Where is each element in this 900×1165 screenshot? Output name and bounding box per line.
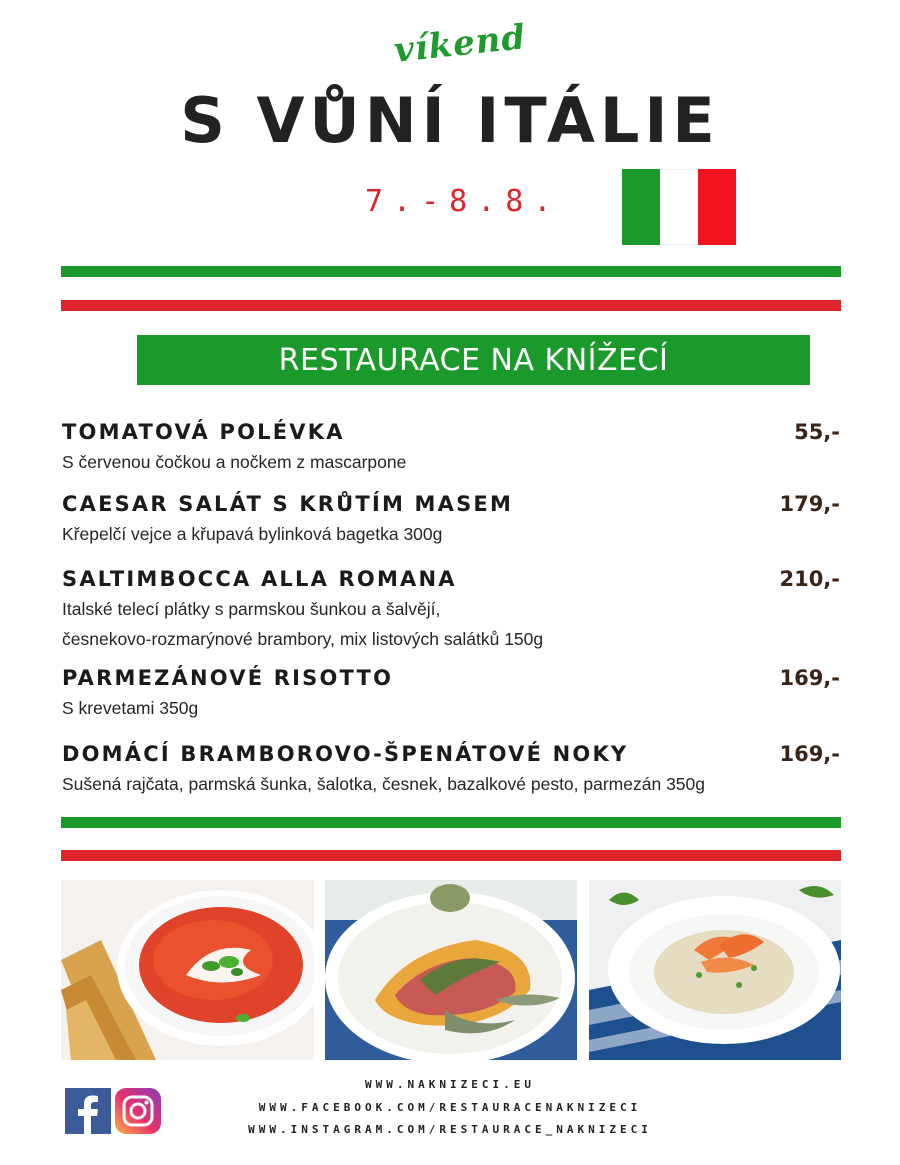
menu-item [62,418,842,477]
flag-green-band [622,169,660,245]
dish-description: česnekovo-rozmarýnové brambory, mix listových salátků 150g [62,629,544,649]
tomato-soup-illustration [61,880,314,1060]
dish-price: 210,- [779,567,840,591]
dish-description: Křepelčí vejce a křupavá bylinková bagetka 300g [62,524,443,544]
instagram-icon[interactable] [115,1088,161,1134]
bottom-green-stripe [61,817,841,828]
dish-name: SALTIMBOCCA ALLA ROMANA [62,567,457,591]
restaurant-name: RESTAURACE NA KNÍŽECÍ [278,342,669,378]
dish-price: 179,- [779,492,840,516]
flag-red-band [698,169,736,245]
dish-price: 169,- [779,742,840,766]
menu-item [62,565,842,654]
dish-description: Italské telecí plátky s parmskou šunkou a šalvějí, [62,599,441,619]
page-title: S VŮNÍ ITÁLIE [180,84,720,157]
menu-item [62,490,842,549]
shrimp-risotto-photo [589,880,841,1060]
dish-name: PARMEZÁNOVÉ RISOTTO [62,666,394,690]
shrimp-risotto-illustration [589,880,841,1060]
dish-description: S červenou čočkou a nočkem z mascarpone [62,452,407,472]
tomato-soup-photo [61,880,314,1060]
saltimbocca-photo [325,880,577,1060]
italian-flag-icon [622,169,736,245]
top-green-stripe [61,266,841,277]
dish-description: S krevetami 350g [62,698,199,718]
website-link[interactable]: WWW.NAKNIZECI.EU [365,1078,535,1091]
menu-item [62,740,842,799]
bottom-red-stripe [61,850,841,861]
restaurant-banner [137,335,810,385]
weekend-script-title: víkend [392,17,528,71]
facebook-link[interactable]: WWW.FACEBOOK.COM/RESTAURACENAKNIZECI [258,1101,642,1114]
dish-name: DOMÁCÍ BRAMBOROVO-ŠPENÁTOVÉ NOKY [62,742,629,766]
flag-white-band [660,169,698,245]
saltimbocca-illustration [325,880,577,1060]
dish-price: 55,- [794,420,840,444]
event-date: 7.-8.8. [365,184,562,219]
dish-name: TOMATOVÁ POLÉVKA [62,420,345,444]
instagram-link[interactable]: WWW.INSTAGRAM.COM/RESTAURACE_NAKNIZECI [248,1123,652,1136]
dish-price: 169,- [779,666,840,690]
menu-item [62,664,842,723]
dish-description: Sušená rajčata, parmská šunka, šalotka, česnek, bazalkové pesto, parmezán 350g [62,774,706,794]
dish-name: CAESAR SALÁT S KRŮTÍM MASEM [62,492,514,516]
top-red-stripe [61,300,841,311]
facebook-icon[interactable] [65,1088,111,1134]
